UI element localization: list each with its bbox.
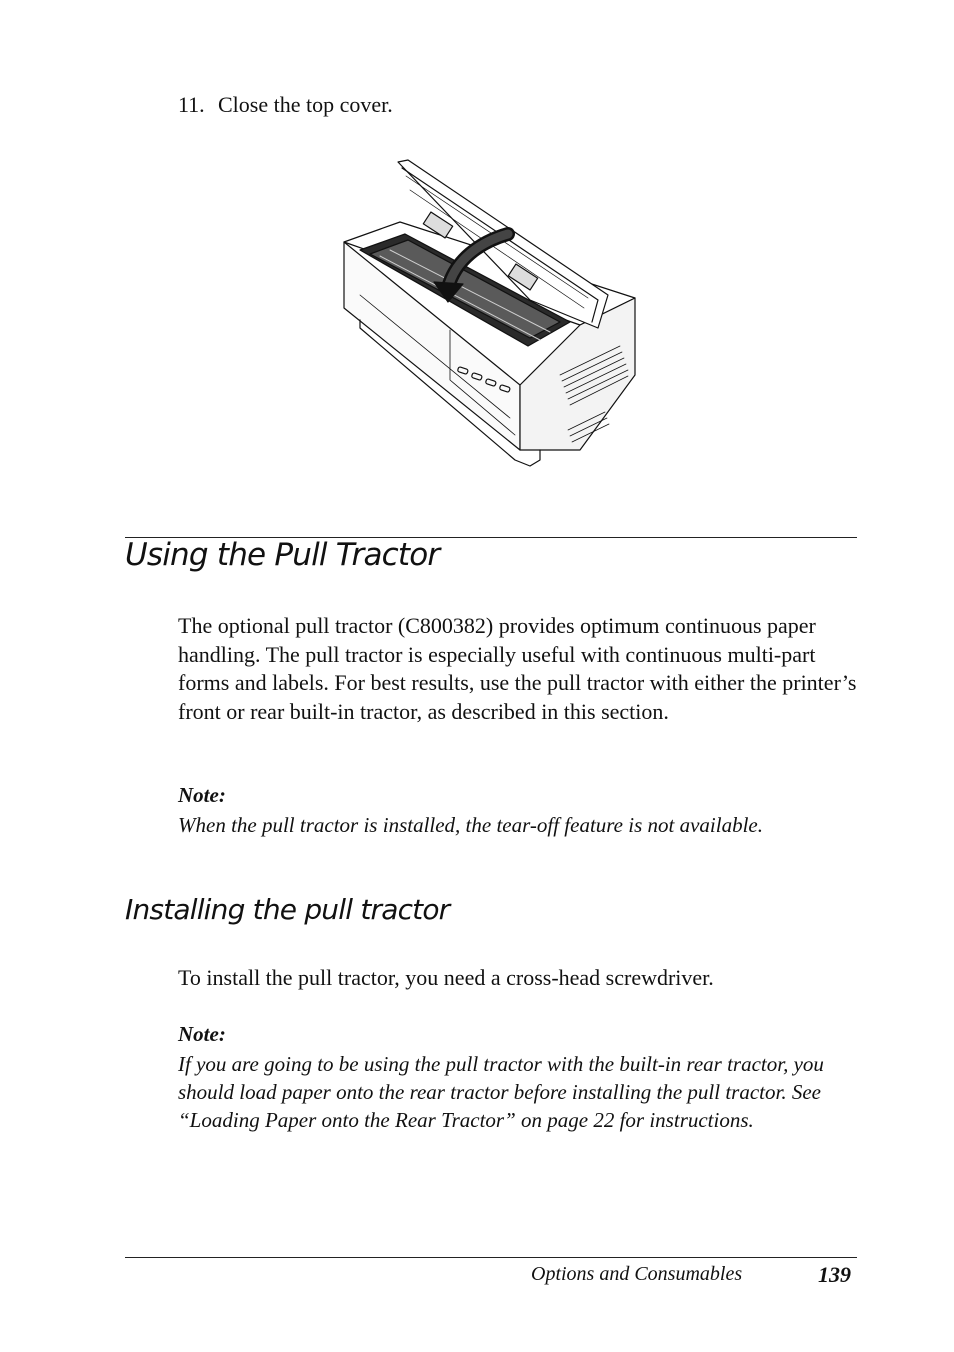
footer-chapter-title: Options and Consumables: [531, 1263, 743, 1285]
subsection-heading: Installing the pull tractor: [125, 893, 450, 926]
subsection-body: To install the pull tractor, you need a cross-head screwdriver.: [178, 965, 714, 990]
step-11: [178, 92, 393, 118]
step-number: 11.: [178, 92, 205, 117]
section-note-text: When the pull tractor is installed, the tear-off feature is not available.: [178, 813, 763, 837]
section-body: The optional pull tractor (C800382) provides optimum continuous paper handling. The pull tractor is especially useful with continuous multi-part forms and labels. For best results, use the pull tractor with either the printer’s front or rear built-in tractor, as described in this section.: [178, 613, 857, 724]
footer-page-number: 139: [818, 1262, 851, 1287]
footer-rule: [125, 1257, 857, 1258]
printer-closing-cover-icon: [330, 150, 650, 480]
subsection-note-label: Note:: [178, 1022, 226, 1046]
printer-illustration: [330, 150, 650, 480]
subsection-note-text: If you are going to be using the pull tractor with the built-in rear tractor, you should load paper onto the rear tractor before installing the pull tractor. See “Loading Paper onto the Rear Tractor” on page 22 for instructions.: [178, 1052, 824, 1133]
step-text: Close the top cover.: [218, 92, 393, 117]
section-heading: Using the Pull Tractor: [125, 537, 440, 573]
section-note-label: Note:: [178, 783, 226, 807]
